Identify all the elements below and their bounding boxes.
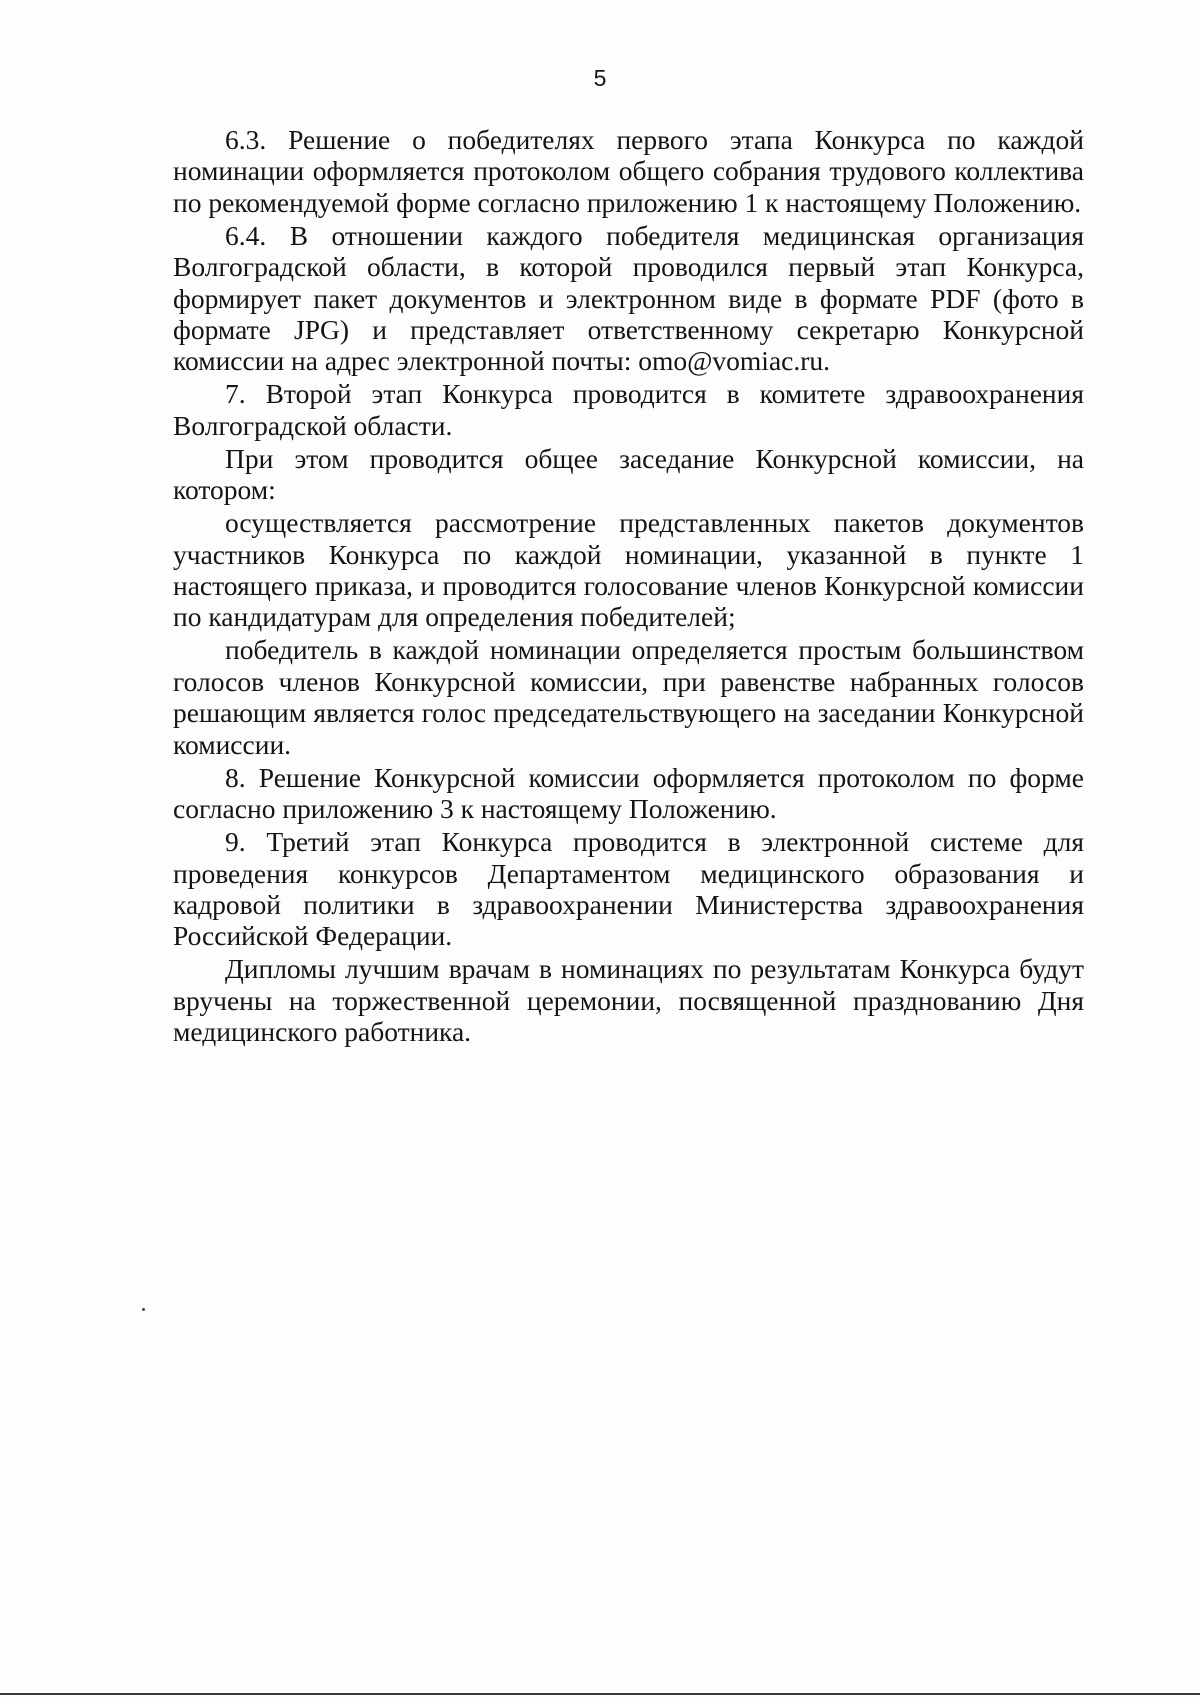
paragraph-7-session: При этом проводится общее заседание Конкурсной комиссии, на котором: — [173, 442, 1084, 506]
paragraph-9: 9. Третий этап Конкурса проводится в электронной системе для проведения конкурсов Департаментом медицинского образования и кадровой политики в здравоохранении Министерства здравоохранения Российской Федерации. — [173, 826, 1084, 952]
scan-edge-line — [0, 1693, 1200, 1695]
paragraph-6-4: 6.4. В отношении каждого победителя медицинская организация Волгоградской области, в которой проводился первый этап Конкурса, формирует пакет документов и электронном виде в формате PDF (фото в формате JPG) и представляет ответственному секретарю Конкурсной комиссии на адрес электронной почты: omo@vomiac.ru. — [173, 219, 1084, 377]
paragraph-7-review: осуществляется рассмотрение представленных пакетов документов участников Конкурса по каждой номинации, указанной в пункте 1 настоящего приказа, и проводится голосование членов Конкурсной комиссии по кандидатурам для определения победителей; — [173, 507, 1084, 633]
paragraph-7-winner: победитель в каждой номинации определяется простым большинством голосов членов Конкурсной комиссии, при равенстве набранных голосов решающим является голос председательствующего на заседании Конкурсной комиссии. — [173, 634, 1084, 760]
paragraph-7: 7. Второй этап Конкурса проводится в комитете здравоохранения Волгоградской области. — [173, 378, 1084, 441]
paragraph-8: 8. Решение Конкурсной комиссии оформляется протоколом по форме согласно приложению 3 к настоящему Положению. — [173, 761, 1084, 825]
scan-speck — [142, 1308, 145, 1311]
paragraph-diplomas: Дипломы лучшим врачам в номинациях по результатам Конкурса будут вручены на торжественной церемонии, посвященной празднованию Дня медицинского работника. — [173, 953, 1084, 1048]
paragraph-6-3: 6.3. Решение о победителях первого этапа Конкурса по каждой номинации оформляется протоколом общего собрания трудового коллектива по рекомендуемой форме согласно приложению 1 к настоящему Положению. — [173, 124, 1084, 218]
document-body — [173, 124, 1084, 1048]
page-number: 5 — [593, 65, 607, 91]
